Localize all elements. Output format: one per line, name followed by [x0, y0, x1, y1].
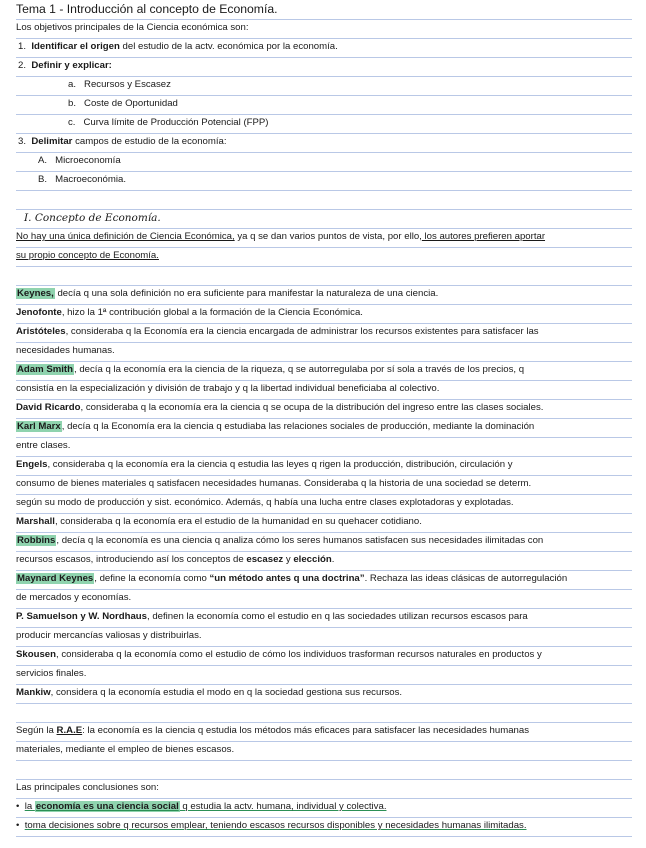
subitem-letter: b. [68, 98, 77, 109]
intro-text: ya q se dan varios puntos de vista, por ello, [234, 231, 422, 242]
objective-3a [16, 152, 632, 172]
author-name: Aristóteles [16, 326, 66, 337]
rae-definition [16, 722, 632, 742]
author-text: decía q una sola definición no era suficiente para manifestar la naturaleza de una ciencia. [54, 288, 439, 299]
rae-prefix: Según la [16, 725, 57, 736]
author-marshall [16, 513, 632, 533]
page-title: Tema 1 - Introducción al concepto de Economía. [16, 0, 632, 20]
conclusion-highlight: economía es una ciencia social [35, 801, 179, 812]
author-name: Robbins [17, 535, 56, 546]
author-maynard-keynes [16, 570, 632, 590]
objective-number: 1. [18, 41, 27, 52]
conclusion-1 [16, 798, 632, 818]
bullet: • [16, 801, 20, 812]
conclusions-intro: Las principales conclusiones son: [16, 779, 632, 799]
author-text: , decía q la economía era la ciencia de la riqueza, q se autorregulaba por sí sola a través de los precios, q [73, 364, 525, 375]
objective-number: 3. [18, 136, 27, 147]
author-engels-cont-1: consumo de bienes materiales q satisfacen necesidades humanas. Consideraba q la historia de una sociedad se determ. [16, 475, 632, 495]
author-samuelson-cont: producir mercancías valiosas y distribuirlas. [16, 627, 632, 647]
subitem-text: Curva límite de Producción Potencial (FPP) [83, 117, 269, 128]
author-text: , consideraba q la economía como el estudio de cómo los individuos trasforman recursos naturales en productos y [56, 649, 542, 660]
blank-line [16, 190, 632, 210]
author-name: Mankiw [16, 687, 51, 698]
author-text: , consideraba q la Economía era la ciencia encargada de administrar los recursos existentes para satisfacer las [65, 326, 539, 337]
author-text: , consideraba q la economía era la ciencia q se ocupa de la distribución del ingreso entre las clases sociales. [80, 402, 544, 413]
subitem-letter: a. [68, 79, 77, 90]
author-aristoteles [16, 323, 632, 343]
author-name: Karl Marx [17, 421, 61, 432]
author-text: , considera q la economía estudia el modo en q la sociedad gestiona sus recursos. [50, 687, 403, 698]
blank-line [16, 703, 632, 723]
author-maynard-keynes-cont: de mercados y economías. [16, 589, 632, 609]
author-samuelson-nordhaus [16, 608, 632, 628]
author-text: , define la economía como [94, 573, 210, 584]
keyword-escasez: escasez [246, 554, 284, 565]
objective-keyword: Identificar el origen [31, 41, 120, 52]
objective-3 [16, 133, 632, 153]
author-mankiw [16, 684, 632, 704]
subitem-text: Coste de Oportunidad [84, 98, 178, 109]
objective-2a [16, 76, 632, 96]
author-adam-smith [16, 361, 632, 381]
author-name: Maynard Keynes [17, 573, 94, 584]
subitem-text: Macroeconómia. [55, 174, 126, 185]
author-ricardo [16, 399, 632, 419]
author-text: , hizo la 1ª contribución global a la formación de la Ciencia Económica. [61, 307, 363, 318]
objective-1 [16, 38, 632, 58]
author-adam-smith-cont: consistía en la especialización y división de trabajo y q la libertad individual beneficiaba al colectivo. [16, 380, 632, 400]
objective-keyword: Delimitar [31, 136, 73, 147]
blank-line [16, 266, 632, 286]
rae-text: : la economía es la ciencia q estudia los métodos más eficaces para satisfacer las necesidades humanas [82, 725, 530, 736]
author-text: recursos escasos, introduciendo así los conceptos de [16, 554, 247, 565]
objective-3b [16, 171, 632, 191]
author-text: , definen la economía como el estudio en q las sociedades utilizan recursos escasos para [146, 611, 528, 622]
author-name: Adam Smith [17, 364, 73, 375]
author-text: , consideraba q la economía era la ciencia q estudia las leyes q rigen la producción, distribución, circulación y [47, 459, 513, 470]
author-text: , decía q la economía es una ciencia q analiza cómo los seres humanos satisfacen sus necesidades ilimitadas con [56, 535, 544, 546]
author-name: Jenofonte [16, 307, 62, 318]
objective-2c [16, 114, 632, 134]
section-heading-line [16, 209, 632, 229]
bullet: • [16, 820, 20, 831]
author-skousen-cont: servicios finales. [16, 665, 632, 685]
intro-line-1 [16, 228, 632, 248]
author-text: , consideraba q la economía era el estudio de la humanidad en su quehacer cotidiano. [54, 516, 422, 527]
conclusion-text: la [24, 801, 35, 812]
author-skousen [16, 646, 632, 666]
subitem-letter: B. [38, 174, 48, 185]
author-text: . [331, 554, 335, 565]
intro-underlined-c: los autores prefieren aportar [421, 231, 546, 242]
author-keynes [16, 285, 632, 305]
objective-text: del estudio de la actv. económica por la economía. [119, 41, 338, 52]
intro-line-2 [16, 247, 632, 267]
author-text: y [283, 554, 294, 565]
intro-underlined-a: No hay una única definición de Ciencia Económica, [16, 231, 235, 242]
author-robbins [16, 532, 632, 552]
rae-name: R.A.E [56, 725, 83, 736]
subitem-letter: A. [38, 155, 48, 166]
blank-line [16, 760, 632, 780]
conclusion-2 [16, 817, 632, 837]
author-aristoteles-cont: necesidades humanas. [16, 342, 632, 362]
author-name: Engels [16, 459, 48, 470]
author-text: . Rechaza las ideas clásicas de autorregulación [364, 573, 568, 584]
subitem-text: Recursos y Escasez [84, 79, 171, 90]
author-name: Keynes, [17, 288, 54, 299]
author-marx-cont: entre clases. [16, 437, 632, 457]
subitem-letter: c. [68, 117, 76, 128]
author-engels-cont-2: según su modo de producción y sist. económico. Además, q había una lucha entre clases explotadoras y explotadas. [16, 494, 632, 514]
section-heading: I. Concepto de Economía. [24, 212, 161, 224]
objective-keyword: Definir y explicar: [31, 60, 112, 71]
subitem-text: Microeconomía [55, 155, 121, 166]
author-text: , decía q la Economía era la ciencia q estudiaba las relaciones sociales de producción, mediante la dominación [61, 421, 535, 432]
author-name: Skousen [16, 649, 56, 660]
intro-underlined-2: su propio concepto de Economía. [16, 250, 159, 261]
rae-definition-cont: materiales, mediante el empleo de bienes escasos. [16, 741, 632, 761]
objectives-intro: Los objetivos principales de la Ciencia económica son: [16, 19, 632, 39]
objective-number: 2. [18, 60, 27, 71]
conclusion-text: q estudia la actv. humana, individual y colectiva. [179, 801, 387, 812]
author-jenofonte [16, 304, 632, 324]
keynes-quote: “un método antes q una doctrina” [209, 573, 365, 584]
author-name: David Ricardo [16, 402, 81, 413]
author-engels [16, 456, 632, 476]
author-robbins-cont [16, 551, 632, 571]
author-name: P. Samuelson y W. Nordhaus [16, 611, 147, 622]
objective-2b [16, 95, 632, 115]
author-name: Marshall [16, 516, 55, 527]
objective-text: campos de estudio de la economía: [72, 136, 227, 147]
objective-2 [16, 57, 632, 77]
keyword-eleccion: elección [293, 554, 332, 565]
conclusion-text: toma decisiones sobre q recursos emplear, teniendo escasos recursos disponibles y necesidades humanas ilimitadas. [24, 820, 527, 831]
author-marx [16, 418, 632, 438]
